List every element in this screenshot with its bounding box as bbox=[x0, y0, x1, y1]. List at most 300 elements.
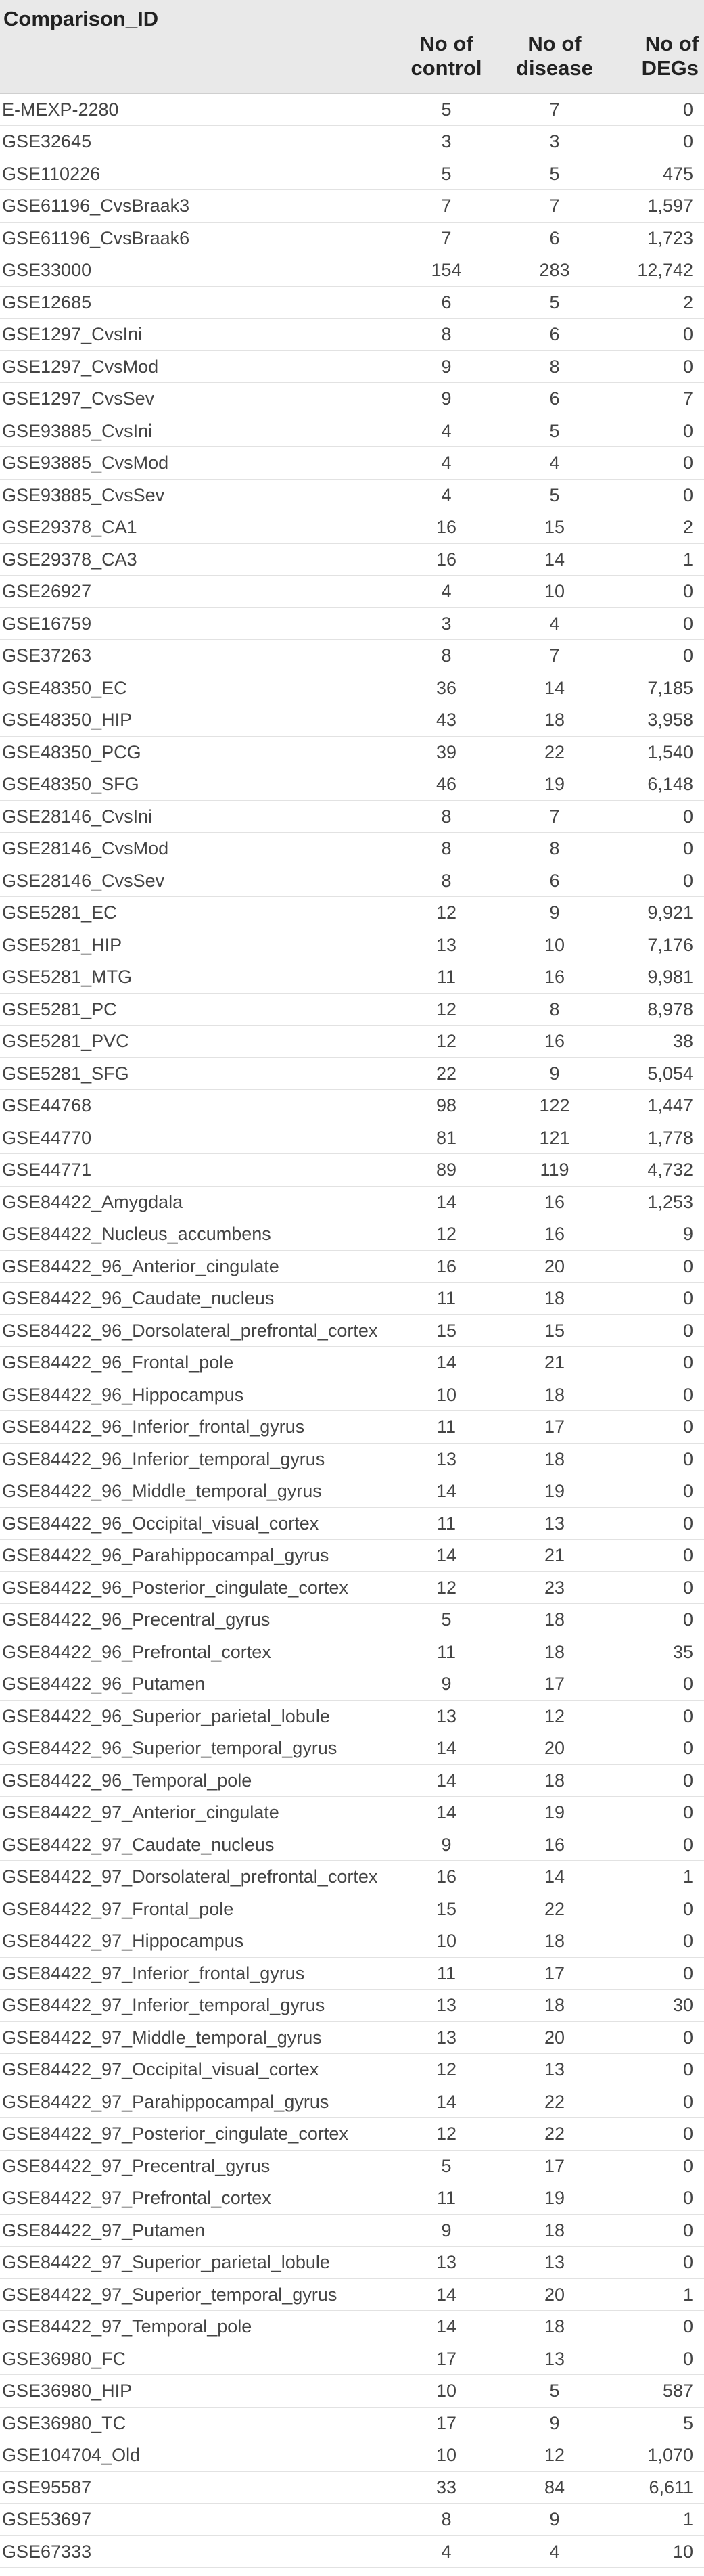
table-row bbox=[0, 222, 704, 254]
cell-comparison-id: GSE84422_97_Prefrontal_cortex bbox=[0, 2182, 392, 2215]
cell-no-of-degs: 7,185 bbox=[609, 672, 704, 704]
cell-no-of-disease: 15 bbox=[500, 511, 609, 544]
table-row bbox=[0, 415, 704, 447]
cell-no-of-degs: 0 bbox=[609, 1925, 704, 1958]
cell-no-of-disease: 8 bbox=[500, 833, 609, 865]
cell-no-of-degs: 0 bbox=[609, 2021, 704, 2054]
cell-no-of-disease: 20 bbox=[500, 1250, 609, 1283]
table-row bbox=[0, 1571, 704, 1604]
cell-no-of-disease: 13 bbox=[500, 2247, 609, 2279]
cell-no-of-disease: 23 bbox=[500, 1571, 609, 1604]
cell-no-of-disease: 17 bbox=[500, 2150, 609, 2182]
cell-no-of-degs: 0 bbox=[609, 1797, 704, 1829]
cell-no-of-disease: 9 bbox=[500, 2407, 609, 2439]
table-row bbox=[0, 479, 704, 511]
cell-no-of-control: 4 bbox=[392, 447, 500, 480]
cell-no-of-control: 9 bbox=[392, 383, 500, 415]
cell-no-of-disease: 20 bbox=[500, 1732, 609, 1765]
cell-no-of-control: 11 bbox=[392, 1283, 500, 1315]
cell-no-of-control: 8 bbox=[392, 640, 500, 672]
table-row bbox=[0, 254, 704, 287]
cell-comparison-id: GSE84422_96_Anterior_cingulate bbox=[0, 1250, 392, 1283]
cell-no-of-disease: 9 bbox=[500, 897, 609, 929]
cell-no-of-control: 9 bbox=[392, 2214, 500, 2247]
cell-comparison-id: GSE29378_CA3 bbox=[0, 543, 392, 576]
cell-no-of-control: 43 bbox=[392, 704, 500, 737]
cell-no-of-control: 11 bbox=[392, 1957, 500, 1990]
cell-no-of-control: 12 bbox=[392, 897, 500, 929]
cell-comparison-id: GSE84422_96_Posterior_cingulate_cortex bbox=[0, 1571, 392, 1604]
cell-comparison-id: GSE84422_96_Parahippocampal_gyrus bbox=[0, 1540, 392, 1572]
cell-no-of-disease: 13 bbox=[500, 1507, 609, 1540]
table-row bbox=[0, 383, 704, 415]
cell-comparison-id: GSE104704_Old bbox=[0, 2439, 392, 2472]
cell-comparison-id: GSE84422_97_Precentral_gyrus bbox=[0, 2150, 392, 2182]
cell-no-of-degs: 1 bbox=[609, 2504, 704, 2536]
cell-no-of-disease: 18 bbox=[500, 1379, 609, 1411]
cell-no-of-control: 8 bbox=[392, 833, 500, 865]
table-row bbox=[0, 993, 704, 1026]
table-row bbox=[0, 1925, 704, 1958]
table-row bbox=[0, 1475, 704, 1508]
table-row bbox=[0, 1026, 704, 1058]
cell-no-of-degs: 0 bbox=[609, 1411, 704, 1444]
cell-no-of-disease: 19 bbox=[500, 768, 609, 801]
cell-no-of-control: 12 bbox=[392, 1026, 500, 1058]
cell-no-of-degs: 6,611 bbox=[609, 2471, 704, 2504]
cell-comparison-id: GSE5281_MTG bbox=[0, 961, 392, 994]
cell-no-of-control: 39 bbox=[392, 736, 500, 768]
cell-comparison-id: GSE84422_97_Anterior_cingulate bbox=[0, 1797, 392, 1829]
cell-no-of-control: 11 bbox=[392, 2182, 500, 2215]
cell-no-of-degs: 9,981 bbox=[609, 961, 704, 994]
cell-no-of-disease: 8 bbox=[500, 350, 609, 383]
cell-no-of-control: 16 bbox=[392, 543, 500, 576]
cell-no-of-degs: 5,054 bbox=[609, 1057, 704, 1090]
table-row bbox=[0, 1990, 704, 2022]
cell-comparison-id: GSE5281_EC bbox=[0, 897, 392, 929]
cell-no-of-control: 12 bbox=[392, 2118, 500, 2150]
cell-comparison-id: GSE84422_Nucleus_accumbens bbox=[0, 1218, 392, 1251]
cell-no-of-disease: 8 bbox=[500, 993, 609, 1026]
cell-no-of-degs: 0 bbox=[609, 2054, 704, 2086]
cell-no-of-control: 15 bbox=[392, 1893, 500, 1925]
cell-comparison-id: GSE29378_CA1 bbox=[0, 511, 392, 544]
cell-no-of-control: 12 bbox=[392, 1571, 500, 1604]
cell-no-of-degs: 0 bbox=[609, 415, 704, 447]
table-row bbox=[0, 2054, 704, 2086]
cell-no-of-degs: 10 bbox=[609, 2535, 704, 2568]
table-row bbox=[0, 2278, 704, 2311]
cell-comparison-id: GSE84422_96_Superior_parietal_lobule bbox=[0, 1700, 392, 1732]
cell-no-of-control: 9 bbox=[392, 350, 500, 383]
cell-no-of-disease: 14 bbox=[500, 672, 609, 704]
table-row bbox=[0, 1957, 704, 1990]
cell-no-of-degs: 12,742 bbox=[609, 254, 704, 287]
cell-no-of-degs: 0 bbox=[609, 1957, 704, 1990]
cell-no-of-degs: 0 bbox=[609, 1828, 704, 1861]
table-row bbox=[0, 2407, 704, 2439]
table-row bbox=[0, 2086, 704, 2118]
cell-no-of-degs: 0 bbox=[609, 640, 704, 672]
cell-no-of-degs: 3,958 bbox=[609, 704, 704, 737]
cell-comparison-id: GSE84422_96_Hippocampus bbox=[0, 1379, 392, 1411]
cell-comparison-id: GSE28146_CvsMod bbox=[0, 833, 392, 865]
cell-comparison-id: GSE36980_FC bbox=[0, 2343, 392, 2375]
cell-no-of-control: 81 bbox=[392, 1122, 500, 1154]
cell-no-of-control: 14 bbox=[392, 1732, 500, 1765]
cell-comparison-id: GSE1297_CvsMod bbox=[0, 350, 392, 383]
cell-comparison-id: GSE93885_CvsSev bbox=[0, 479, 392, 511]
cell-no-of-control: 6 bbox=[392, 286, 500, 319]
cell-no-of-degs: 0 bbox=[609, 833, 704, 865]
cell-no-of-degs: 1 bbox=[609, 1861, 704, 1893]
cell-no-of-control: 11 bbox=[392, 1636, 500, 1668]
cell-no-of-disease: 84 bbox=[500, 2471, 609, 2504]
cell-no-of-disease: 5 bbox=[500, 415, 609, 447]
cell-no-of-disease: 16 bbox=[500, 961, 609, 994]
cell-comparison-id: GSE28146_CvsSev bbox=[0, 865, 392, 897]
cell-no-of-degs: 0 bbox=[609, 1379, 704, 1411]
cell-no-of-control: 5 bbox=[392, 158, 500, 190]
cell-no-of-control: 9 bbox=[392, 1668, 500, 1701]
cell-no-of-control: 154 bbox=[392, 254, 500, 287]
cell-no-of-disease: 13 bbox=[500, 2343, 609, 2375]
cell-comparison-id: GSE26927 bbox=[0, 576, 392, 608]
cell-no-of-control: 33 bbox=[392, 2471, 500, 2504]
cell-comparison-id: GSE53697 bbox=[0, 2504, 392, 2536]
cell-no-of-disease: 16 bbox=[500, 1218, 609, 1251]
table-row bbox=[0, 1507, 704, 1540]
cell-no-of-control: 13 bbox=[392, 2021, 500, 2054]
cell-no-of-degs: 0 bbox=[609, 1475, 704, 1508]
cell-no-of-control: 98 bbox=[392, 1090, 500, 1122]
cell-no-of-degs: 30 bbox=[609, 1990, 704, 2022]
cell-no-of-control: 14 bbox=[392, 2311, 500, 2343]
table-row bbox=[0, 833, 704, 865]
cell-no-of-disease: 6 bbox=[500, 222, 609, 254]
cell-no-of-degs: 1,253 bbox=[609, 1186, 704, 1218]
table-row bbox=[0, 1218, 704, 1251]
cell-comparison-id: GSE67333 bbox=[0, 2535, 392, 2568]
cell-comparison-id: GSE61196_CvsBraak3 bbox=[0, 190, 392, 223]
table-row bbox=[0, 1668, 704, 1701]
cell-no-of-control: 17 bbox=[392, 2407, 500, 2439]
cell-comparison-id: GSE5281_HIP bbox=[0, 929, 392, 961]
cell-no-of-control: 10 bbox=[392, 1379, 500, 1411]
cell-no-of-disease: 14 bbox=[500, 1861, 609, 1893]
cell-no-of-degs: 0 bbox=[609, 865, 704, 897]
cell-comparison-id: GSE1297_CvsIni bbox=[0, 319, 392, 351]
cell-no-of-control: 7 bbox=[392, 190, 500, 223]
cell-no-of-control: 12 bbox=[392, 993, 500, 1026]
table-row bbox=[0, 2439, 704, 2472]
table-row bbox=[0, 2021, 704, 2054]
table-row bbox=[0, 2118, 704, 2150]
cell-comparison-id: GSE44770 bbox=[0, 1122, 392, 1154]
cell-no-of-control: 4 bbox=[392, 415, 500, 447]
cell-comparison-id: GSE84422_96_Frontal_pole bbox=[0, 1347, 392, 1379]
cell-comparison-id: GSE84422_96_Temporal_pole bbox=[0, 1764, 392, 1797]
table-row bbox=[0, 704, 704, 737]
cell-no-of-degs: 0 bbox=[609, 1604, 704, 1636]
cell-no-of-disease: 6 bbox=[500, 383, 609, 415]
table-row bbox=[0, 190, 704, 223]
cell-no-of-degs: 6,148 bbox=[609, 768, 704, 801]
cell-comparison-id: GSE84422_96_Precentral_gyrus bbox=[0, 1604, 392, 1636]
cell-no-of-disease: 5 bbox=[500, 158, 609, 190]
cell-no-of-degs: 0 bbox=[609, 1732, 704, 1765]
cell-no-of-control: 12 bbox=[392, 2054, 500, 2086]
cell-no-of-control: 89 bbox=[392, 1154, 500, 1187]
cell-no-of-control: 12 bbox=[392, 1218, 500, 1251]
cell-no-of-degs: 0 bbox=[609, 319, 704, 351]
table-row bbox=[0, 2375, 704, 2408]
cell-no-of-disease: 18 bbox=[500, 1443, 609, 1475]
cell-no-of-control: 14 bbox=[392, 2278, 500, 2311]
cell-no-of-disease: 20 bbox=[500, 2021, 609, 2054]
table-row bbox=[0, 1443, 704, 1475]
cell-no-of-degs: 0 bbox=[609, 2086, 704, 2118]
cell-comparison-id: GSE1297_CvsSev bbox=[0, 383, 392, 415]
cell-no-of-degs: 0 bbox=[609, 2311, 704, 2343]
cell-comparison-id: GSE16759 bbox=[0, 607, 392, 640]
table-row bbox=[0, 350, 704, 383]
cell-no-of-degs: 0 bbox=[609, 1347, 704, 1379]
cell-no-of-disease: 21 bbox=[500, 1347, 609, 1379]
cell-no-of-disease: 9 bbox=[500, 2504, 609, 2536]
table-row bbox=[0, 1861, 704, 1893]
cell-comparison-id: GSE84422_97_Superior_temporal_gyrus bbox=[0, 2278, 392, 2311]
cell-no-of-disease: 10 bbox=[500, 576, 609, 608]
cell-comparison-id: GSE5281_PC bbox=[0, 993, 392, 1026]
table-row bbox=[0, 929, 704, 961]
cell-no-of-control: 11 bbox=[392, 961, 500, 994]
cell-no-of-disease: 17 bbox=[500, 1668, 609, 1701]
cell-comparison-id: GSE36980_HIP bbox=[0, 2375, 392, 2408]
cell-no-of-disease: 14 bbox=[500, 543, 609, 576]
cell-no-of-control: 14 bbox=[392, 1797, 500, 1829]
cell-no-of-disease: 19 bbox=[500, 1797, 609, 1829]
table-row bbox=[0, 1764, 704, 1797]
cell-no-of-degs: 0 bbox=[609, 1507, 704, 1540]
table-row bbox=[0, 1090, 704, 1122]
cell-no-of-disease: 5 bbox=[500, 479, 609, 511]
table-row bbox=[0, 897, 704, 929]
cell-no-of-disease: 7 bbox=[500, 640, 609, 672]
cell-no-of-degs: 0 bbox=[609, 2214, 704, 2247]
table-row bbox=[0, 1636, 704, 1668]
cell-no-of-disease: 22 bbox=[500, 736, 609, 768]
cell-no-of-degs: 1,540 bbox=[609, 736, 704, 768]
table-row bbox=[0, 1732, 704, 1765]
cell-comparison-id: GSE93885_CvsIni bbox=[0, 415, 392, 447]
cell-no-of-degs: 1,723 bbox=[609, 222, 704, 254]
table-row bbox=[0, 2535, 704, 2568]
cell-no-of-control: 7 bbox=[392, 222, 500, 254]
cell-no-of-disease: 12 bbox=[500, 2439, 609, 2472]
cell-comparison-id: GSE5281_SFG bbox=[0, 1057, 392, 1090]
cell-no-of-degs: 0 bbox=[609, 447, 704, 480]
table-row bbox=[0, 800, 704, 833]
cell-no-of-degs: 0 bbox=[609, 1314, 704, 1347]
cell-comparison-id: GSE5281_PVC bbox=[0, 1026, 392, 1058]
cell-no-of-disease: 15 bbox=[500, 1314, 609, 1347]
cell-comparison-id: GSE110226 bbox=[0, 158, 392, 190]
cell-no-of-degs: 0 bbox=[609, 1700, 704, 1732]
cell-no-of-control: 4 bbox=[392, 2535, 500, 2568]
cell-no-of-disease: 16 bbox=[500, 1186, 609, 1218]
table-row bbox=[0, 158, 704, 190]
cell-no-of-disease: 13 bbox=[500, 2054, 609, 2086]
cell-no-of-control: 14 bbox=[392, 2086, 500, 2118]
cell-no-of-disease: 18 bbox=[500, 1283, 609, 1315]
table-row bbox=[0, 319, 704, 351]
header-no-of-disease: No of disease bbox=[500, 0, 609, 93]
cell-no-of-control: 13 bbox=[392, 1700, 500, 1732]
cell-comparison-id: GSE84422_96_Dorsolateral_prefrontal_cortex bbox=[0, 1314, 392, 1347]
cell-no-of-disease: 20 bbox=[500, 2278, 609, 2311]
cell-no-of-control: 3 bbox=[392, 607, 500, 640]
table-body bbox=[0, 93, 704, 2568]
cell-no-of-disease: 9 bbox=[500, 1057, 609, 1090]
cell-comparison-id: GSE95587 bbox=[0, 2471, 392, 2504]
table-row bbox=[0, 768, 704, 801]
cell-no-of-degs: 0 bbox=[609, 1571, 704, 1604]
cell-no-of-disease: 17 bbox=[500, 1957, 609, 1990]
cell-no-of-control: 10 bbox=[392, 2375, 500, 2408]
header-comparison-id: Comparison_ID bbox=[0, 0, 392, 93]
cell-comparison-id: GSE84422_97_Temporal_pole bbox=[0, 2311, 392, 2343]
cell-no-of-disease: 283 bbox=[500, 254, 609, 287]
cell-no-of-control: 8 bbox=[392, 865, 500, 897]
cell-no-of-degs: 0 bbox=[609, 350, 704, 383]
table-row bbox=[0, 286, 704, 319]
table-row bbox=[0, 1250, 704, 1283]
cell-no-of-control: 8 bbox=[392, 319, 500, 351]
cell-no-of-degs: 0 bbox=[609, 2247, 704, 2279]
cell-no-of-control: 14 bbox=[392, 1186, 500, 1218]
table-row bbox=[0, 1893, 704, 1925]
cell-no-of-disease: 4 bbox=[500, 447, 609, 480]
table-row bbox=[0, 1540, 704, 1572]
cell-no-of-disease: 16 bbox=[500, 1026, 609, 1058]
cell-no-of-control: 5 bbox=[392, 2150, 500, 2182]
cell-no-of-degs: 7,176 bbox=[609, 929, 704, 961]
cell-comparison-id: GSE48350_HIP bbox=[0, 704, 392, 737]
cell-comparison-id: GSE84422_96_Occipital_visual_cortex bbox=[0, 1507, 392, 1540]
cell-comparison-id: GSE48350_PCG bbox=[0, 736, 392, 768]
cell-no-of-degs: 0 bbox=[609, 1250, 704, 1283]
cell-no-of-degs: 8,978 bbox=[609, 993, 704, 1026]
cell-no-of-degs: 5 bbox=[609, 2407, 704, 2439]
cell-no-of-disease: 22 bbox=[500, 2086, 609, 2118]
table-row bbox=[0, 1828, 704, 1861]
table-row bbox=[0, 2471, 704, 2504]
cell-no-of-control: 36 bbox=[392, 672, 500, 704]
cell-no-of-control: 13 bbox=[392, 1990, 500, 2022]
cell-no-of-disease: 122 bbox=[500, 1090, 609, 1122]
cell-no-of-degs: 0 bbox=[609, 1540, 704, 1572]
cell-no-of-disease: 12 bbox=[500, 1700, 609, 1732]
cell-comparison-id: GSE84422_Amygdala bbox=[0, 1186, 392, 1218]
cell-no-of-control: 46 bbox=[392, 768, 500, 801]
cell-comparison-id: GSE44771 bbox=[0, 1154, 392, 1187]
cell-no-of-degs: 0 bbox=[609, 1443, 704, 1475]
table-row bbox=[0, 1122, 704, 1154]
table-row bbox=[0, 2343, 704, 2375]
cell-no-of-disease: 7 bbox=[500, 190, 609, 223]
cell-no-of-degs: 7 bbox=[609, 383, 704, 415]
cell-no-of-control: 16 bbox=[392, 1250, 500, 1283]
cell-no-of-degs: 0 bbox=[609, 1893, 704, 1925]
cell-no-of-disease: 121 bbox=[500, 1122, 609, 1154]
cell-no-of-disease: 22 bbox=[500, 2118, 609, 2150]
cell-comparison-id: GSE84422_97_Inferior_frontal_gyrus bbox=[0, 1957, 392, 1990]
cell-no-of-control: 22 bbox=[392, 1057, 500, 1090]
cell-no-of-disease: 17 bbox=[500, 1411, 609, 1444]
table-row bbox=[0, 2182, 704, 2215]
cell-no-of-degs: 1,070 bbox=[609, 2439, 704, 2472]
cell-no-of-control: 5 bbox=[392, 93, 500, 126]
cell-no-of-degs: 4,732 bbox=[609, 1154, 704, 1187]
table-row bbox=[0, 1057, 704, 1090]
table-row bbox=[0, 1797, 704, 1829]
cell-no-of-control: 4 bbox=[392, 479, 500, 511]
cell-comparison-id: GSE84422_96_Putamen bbox=[0, 1668, 392, 1701]
cell-no-of-disease: 4 bbox=[500, 607, 609, 640]
cell-no-of-degs: 35 bbox=[609, 1636, 704, 1668]
cell-comparison-id: GSE84422_97_Parahippocampal_gyrus bbox=[0, 2086, 392, 2118]
cell-comparison-id: GSE32645 bbox=[0, 126, 392, 158]
cell-no-of-disease: 18 bbox=[500, 1604, 609, 1636]
table-row bbox=[0, 2504, 704, 2536]
cell-comparison-id: GSE28146_CvsIni bbox=[0, 800, 392, 833]
table-row bbox=[0, 1700, 704, 1732]
cell-comparison-id: GSE44768 bbox=[0, 1090, 392, 1122]
table-row bbox=[0, 2214, 704, 2247]
table-row bbox=[0, 1314, 704, 1347]
table-row bbox=[0, 93, 704, 126]
cell-no-of-degs: 2 bbox=[609, 511, 704, 544]
cell-no-of-degs: 0 bbox=[609, 126, 704, 158]
cell-no-of-degs: 0 bbox=[609, 93, 704, 126]
cell-no-of-disease: 16 bbox=[500, 1828, 609, 1861]
table-row bbox=[0, 1283, 704, 1315]
cell-no-of-control: 10 bbox=[392, 1925, 500, 1958]
table-row bbox=[0, 640, 704, 672]
cell-no-of-control: 5 bbox=[392, 1604, 500, 1636]
cell-no-of-degs: 2 bbox=[609, 286, 704, 319]
table-row bbox=[0, 576, 704, 608]
table-row bbox=[0, 2311, 704, 2343]
cell-no-of-control: 3 bbox=[392, 126, 500, 158]
table-row bbox=[0, 865, 704, 897]
cell-no-of-degs: 1 bbox=[609, 2278, 704, 2311]
cell-no-of-disease: 5 bbox=[500, 2375, 609, 2408]
cell-comparison-id: GSE37263 bbox=[0, 640, 392, 672]
cell-no-of-degs: 587 bbox=[609, 2375, 704, 2408]
cell-no-of-degs: 0 bbox=[609, 2182, 704, 2215]
cell-no-of-control: 13 bbox=[392, 1443, 500, 1475]
cell-comparison-id: GSE36980_TC bbox=[0, 2407, 392, 2439]
cell-comparison-id: GSE84422_97_Dorsolateral_prefrontal_cortex bbox=[0, 1861, 392, 1893]
cell-no-of-disease: 7 bbox=[500, 93, 609, 126]
cell-no-of-disease: 22 bbox=[500, 1893, 609, 1925]
cell-no-of-degs: 0 bbox=[609, 607, 704, 640]
cell-no-of-control: 10 bbox=[392, 2439, 500, 2472]
cell-no-of-control: 13 bbox=[392, 929, 500, 961]
